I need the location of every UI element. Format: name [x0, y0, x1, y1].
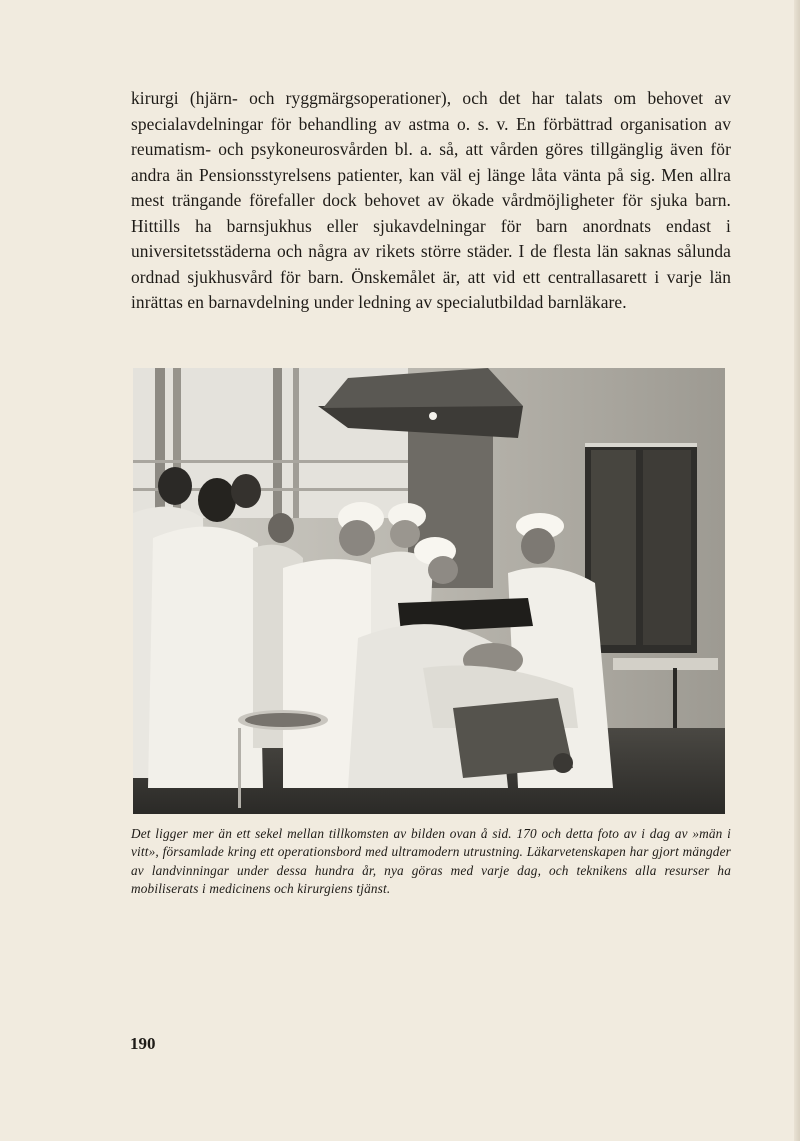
page-edge — [794, 0, 800, 1141]
body-paragraph: kirurgi (hjärn- och ryggmärgsoperationer), och det har talats om behovet av specialavdelningar för behandling av astma o. s. v. En förbättrad organisation av reumatism- och psykoneurosvården bl. a. så, att vården göres tillgänglig även för andra än Pensionsstyrelsens patienter, kan väl ej länge låta vänta på sig. Men allra mest trängande förefaller dock behovet av ökade vårdmöjligheter för sjuka barn. Hittills ha barnsjukhus eller sjukavdelningar för barn anordnats endast i universitetsstäderna och några av rikets större städer. I de flesta län saknas sålunda ordnad sjukhusvård för barn. Önskemålet är, att vid ett centrallasarett i varje län inrättas en barnavdelning under ledning av specialutbildad barnläkare. — [131, 88, 731, 312]
page-number: 190 — [130, 1034, 156, 1053]
photo-caption: Det ligger mer än ett sekel mellan tillkomsten av bilden ovan å sid. 170 och detta foto av i dag av »män i vitt», församlade kring ett operationsbord med ultramodern utrustning. Läkarvetenskapen har gjort mängder av landvinningar under dessa hundra år, nya göras med varje dag, och teknikens alla resurser ha mobiliserats i medicinens och kirurgiens tjänst. — [131, 826, 731, 897]
operating-room-photo — [133, 368, 725, 814]
